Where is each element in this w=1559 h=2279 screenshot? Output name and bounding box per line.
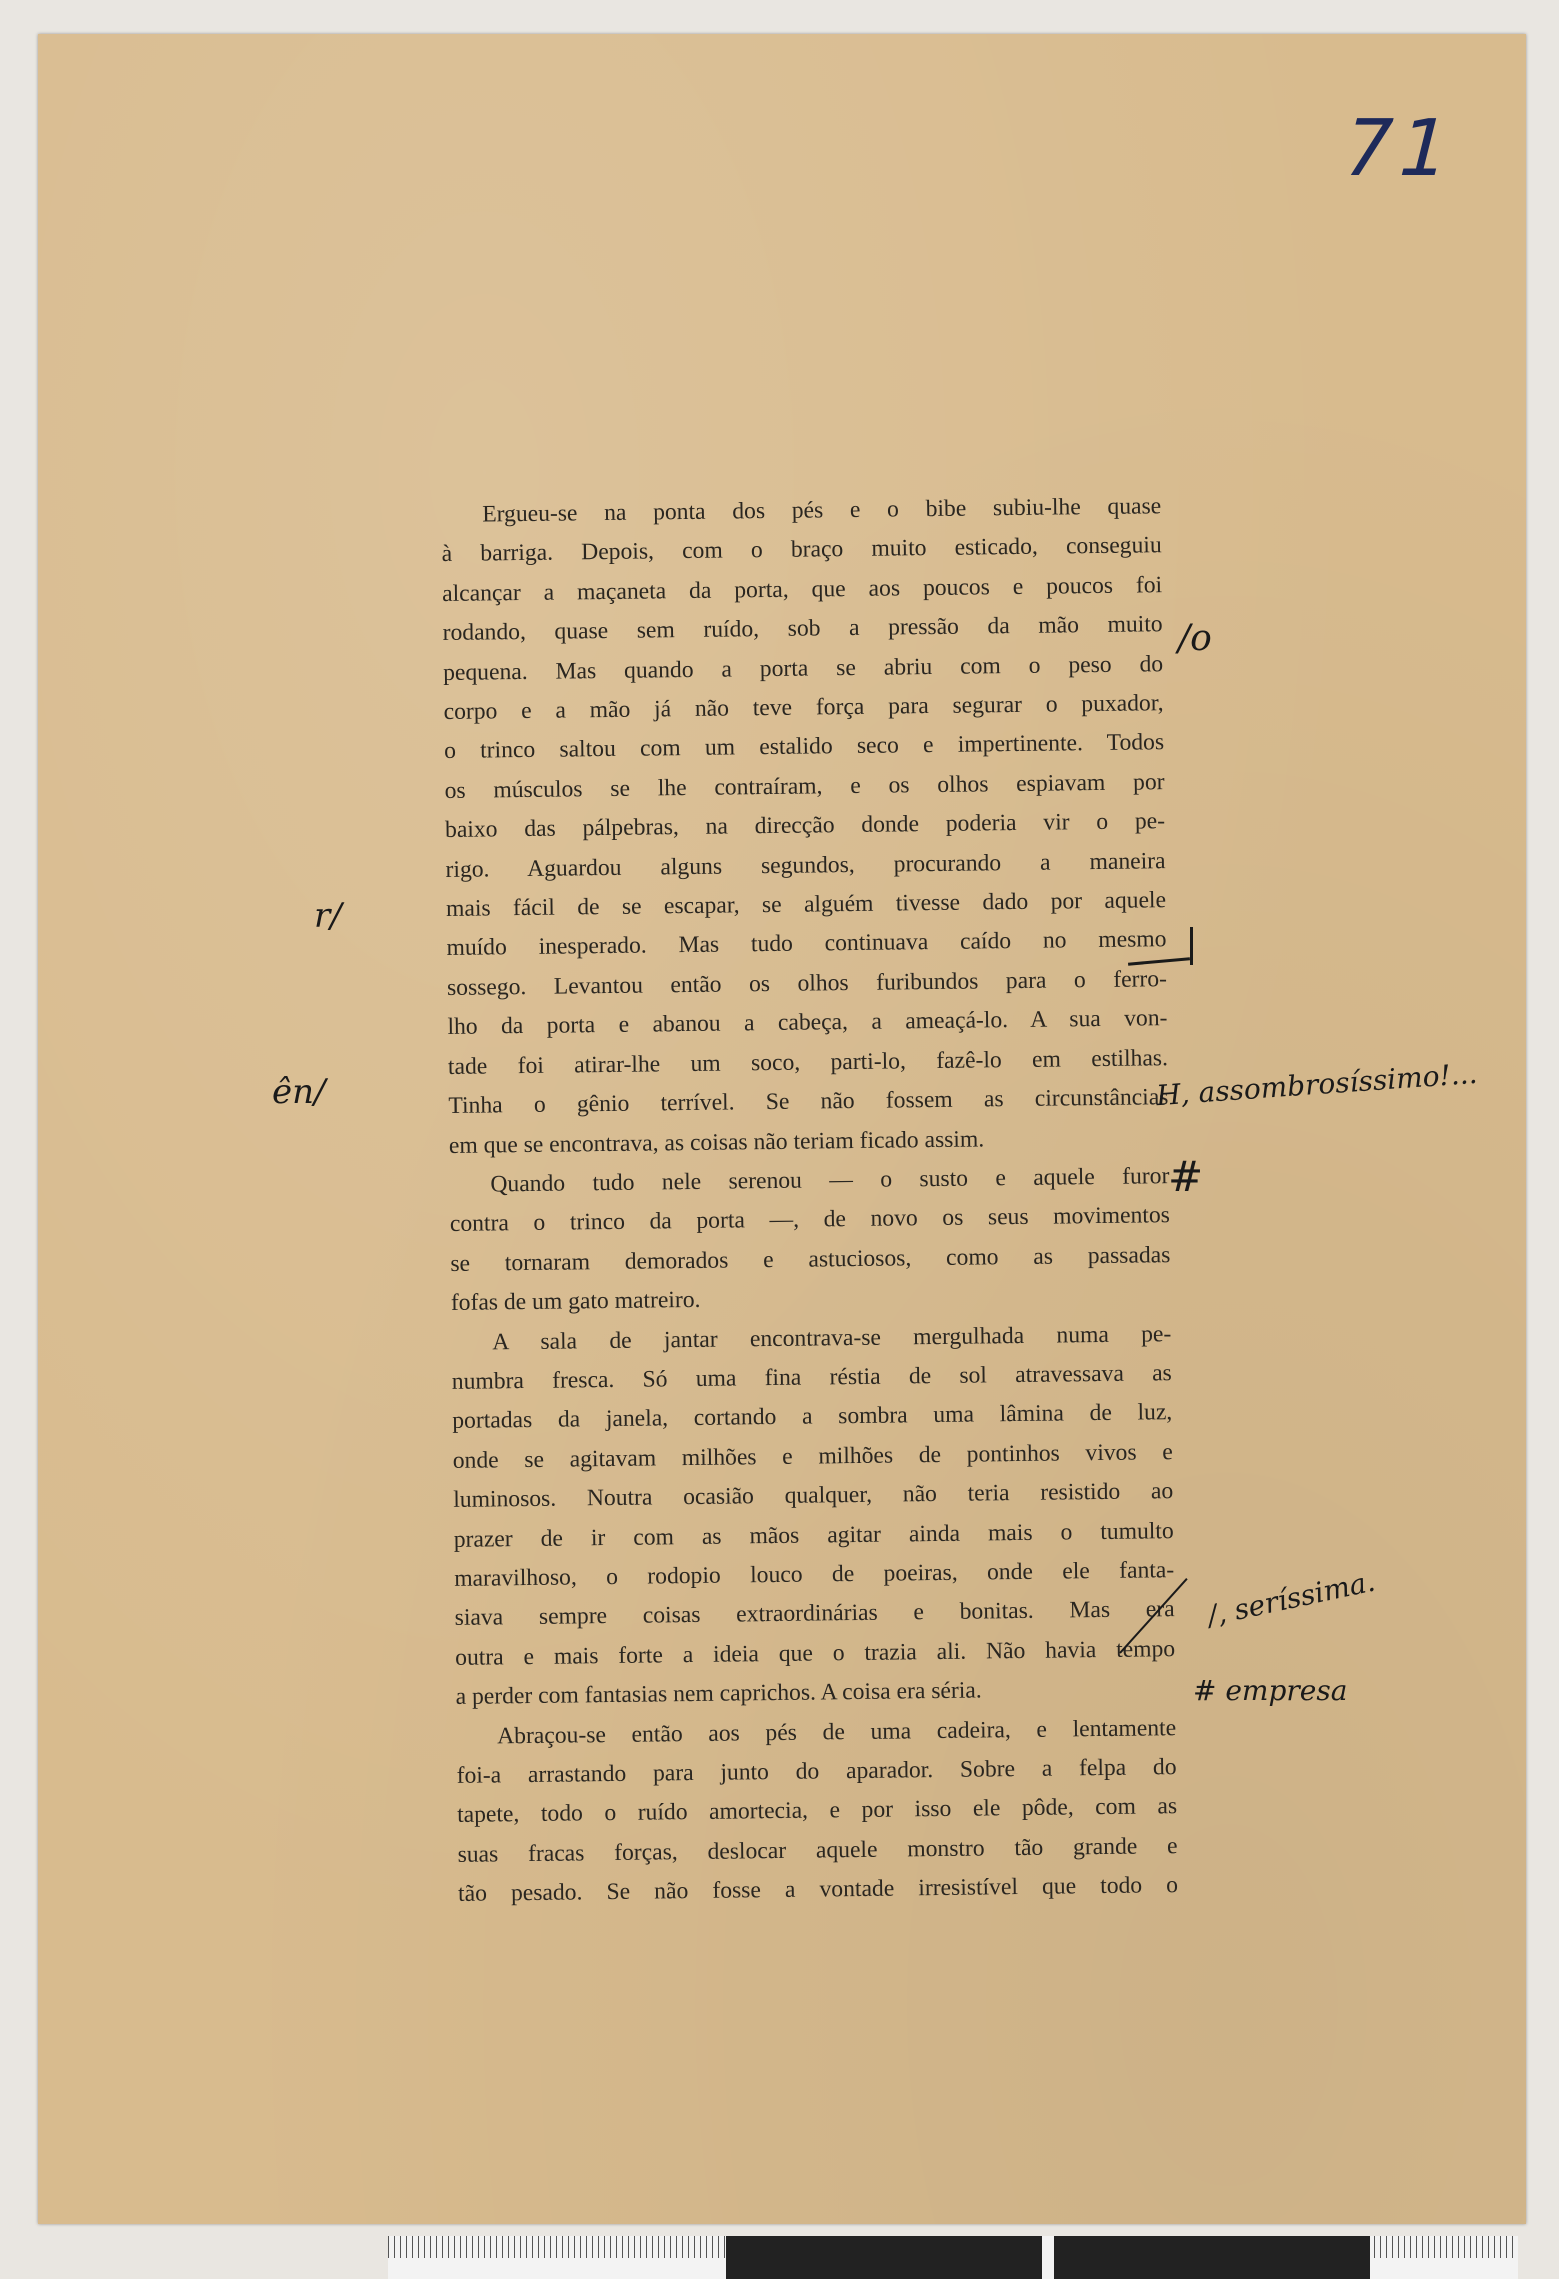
color-bar (726, 2236, 1042, 2279)
text-line: prazer de ir com as mãos agitar ainda mais o tumulto (453, 1517, 1174, 1553)
text-line: Tinha o gênio terrível. Se não fossem as circunstâncias (448, 1084, 1169, 1120)
manuscript-page (38, 34, 1526, 2224)
typescript-body (441, 487, 1178, 1914)
margin-note-right: /o (1178, 618, 1212, 659)
margin-note-right: H, assombrosíssimo!... (1155, 1056, 1479, 1113)
text-line: o trinco saltou com um estalido seco e impertinente. Todos (443, 729, 1165, 765)
text-line: tão pesado. Se não fosse a vontade irresistível que todo o (457, 1872, 1179, 1908)
text-line: corpo e a mão já não teve força para segurar o puxador, (443, 690, 1164, 726)
text-line: se tornaram demorados e astuciosos, como as passadas (450, 1241, 1171, 1277)
text-line: muído inesperado. Mas tudo continuava caído no mesmo (446, 926, 1167, 962)
paragraph-3 (451, 1315, 1176, 1718)
text-line: onde se agitavam milhões e milhões de pontinhos vivos e (452, 1438, 1173, 1474)
text-line: suas fracas forças, deslocar aquele monstro tão grande e (457, 1832, 1178, 1868)
text-line: sossego. Levantou então os olhos furibundos para o ferro- (446, 966, 1168, 1001)
correction-line (1190, 927, 1193, 965)
text-line: rodando, quase sem ruído, sob a pressão da mão muito (442, 611, 1163, 647)
text-line: contra o trinco da porta —, de novo os seus movimentos (449, 1202, 1171, 1238)
text-line: à barriga. Depois, com o braço muito esticado, conseguiu (441, 532, 1162, 568)
text-line: os músculos se lhe contraíram, e os olhos espiavam por (444, 769, 1165, 804)
text-line: alcançar a maçaneta da porta, que aos poucos e poucos foi (442, 572, 1163, 607)
text-line: pequena. Mas quando a porta se abriu com o peso do (442, 650, 1164, 686)
text-line: em que se encontrava, as coisas não teriam ficado assim. (448, 1125, 985, 1159)
text-line: rigo. Aguardou alguns segundos, procurando a maneira (445, 847, 1166, 883)
text-line: Abraçou-se então aos pés de uma cadeira, e lentamente (496, 1714, 1177, 1749)
text-line: fofas de um gato matreiro. (450, 1287, 701, 1317)
ruler-ticks (1374, 2236, 1518, 2258)
margin-note-right: # (1168, 1152, 1204, 1201)
text-line: tade foi atirar-lhe um soco, parti-lo, fazê-lo em estilhas. (447, 1044, 1169, 1080)
text-line: foi-a arrastando para junto do aparador. Sobre a felpa do (456, 1754, 1177, 1789)
text-line: siava sempre coisas extraordinárias e bonitas. Mas era (454, 1596, 1175, 1632)
text-line: mais fácil de se escapar, se alguém tivesse dado por aquele (445, 887, 1167, 923)
text-line: lho da porta e abanou a cabeça, a ameaçá-lo. A sua von- (447, 1005, 1168, 1041)
paragraph-2 (449, 1157, 1171, 1323)
text-line: maravilhoso, o rodopio louco de poeiras, onde ele fanta- (454, 1557, 1175, 1592)
text-line: baixo das pálpebras, na direcção donde poderia vir o pe- (444, 808, 1166, 844)
text-line: Ergueu-se na ponta dos pés e o bibe subiu-lhe quase (482, 493, 1162, 528)
margin-note-left: r/ (314, 896, 342, 936)
text-line: Quando tudo nele serenou — o susto e aquele furor (490, 1163, 1170, 1198)
margin-note-left: ên/ (272, 1072, 326, 1112)
text-line: outra e mais forte a ideia que o trazia ali. Não havia tempo (455, 1635, 1176, 1671)
paragraph-4 (456, 1709, 1178, 1915)
margin-note-right: /, seríssima. (1204, 1564, 1378, 1633)
paragraph-1 (441, 487, 1169, 1166)
text-line: luminosos. Noutra ocasião qualquer, não teria resistido ao (453, 1478, 1174, 1514)
text-line: A sala de jantar encontrava-se mergulhada numa pe- (492, 1320, 1172, 1355)
color-bar (1054, 2236, 1370, 2279)
margin-note-right: # empresa (1193, 1674, 1348, 1707)
scale-ruler (388, 2236, 1518, 2279)
page-number: 71 (1331, 104, 1466, 194)
text-line: portadas da janela, cortando a sombra uma lâmina de luz, (452, 1399, 1173, 1435)
text-line: tapete, todo o ruído amortecia, e por isso ele pôde, com as (456, 1793, 1178, 1829)
ruler-ticks (388, 2236, 728, 2258)
text-line: a perder com fantasias nem caprichos. A coisa era séria. (455, 1677, 982, 1711)
text-line: numbra fresca. Só uma fina réstia de sol atravessava as (451, 1360, 1172, 1395)
